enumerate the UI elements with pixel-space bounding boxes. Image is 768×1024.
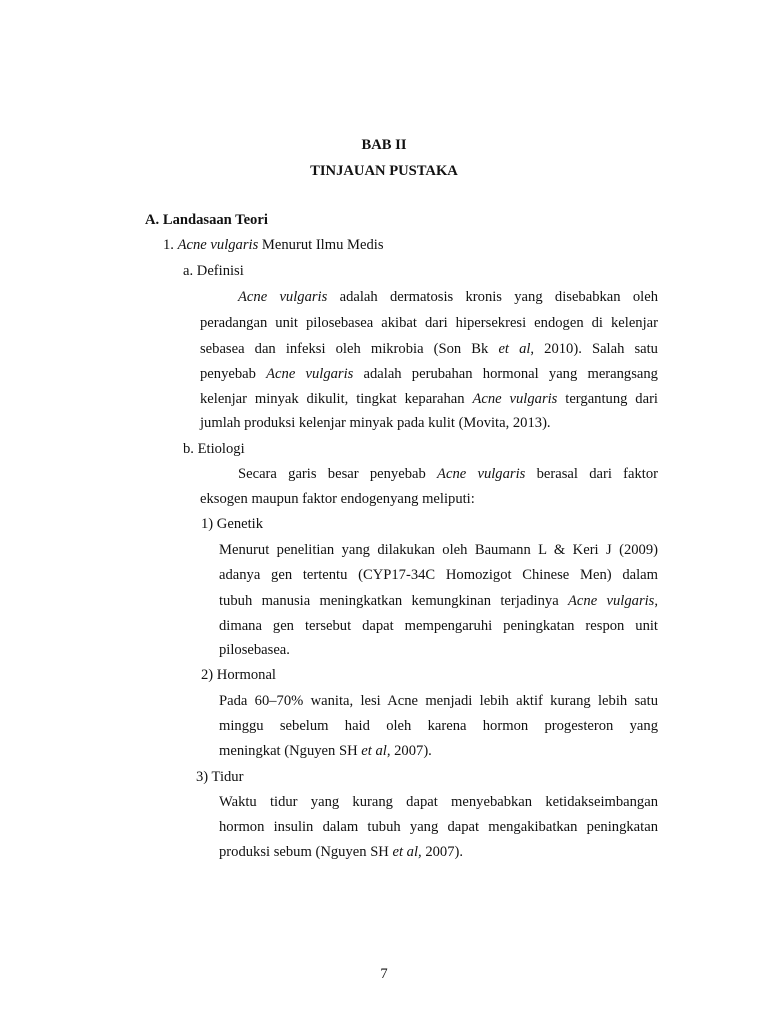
- genetik-label: 1) Genetik: [201, 516, 264, 532]
- hormonal-label: 2) Hormonal: [201, 667, 276, 683]
- genetik-line-3: [219, 592, 658, 610]
- text: produksi sebum (Nguyen SH: [219, 844, 393, 860]
- text: , 2010). Salah satu: [530, 341, 658, 357]
- hormonal-line-3: [219, 742, 432, 760]
- text: penyebab: [200, 366, 267, 382]
- italic-term: et al: [498, 341, 531, 357]
- chapter-title: TINJAUAN PUSTAKA: [310, 163, 458, 179]
- text: adalah dermatosis kronis yang disebabkan oleh: [327, 289, 658, 305]
- tidur-line-2: hormon insulin dalam tubuh yang dapat mengakibatkan peningkatan: [219, 819, 658, 835]
- text: meningkat (Nguyen SH: [219, 743, 362, 759]
- text: ,: [654, 593, 659, 609]
- genetik-line-1: Menurut penelitian yang dilakukan oleh Baumann L & Keri J (2009): [219, 542, 658, 558]
- text: tergantung dari: [557, 391, 658, 407]
- subsection-text: Menurut Ilmu Medis: [258, 237, 384, 253]
- text: tubuh manusia meningkatkan kemungkinan terjadinya: [219, 593, 569, 609]
- italic-term: Acne vulgaris: [437, 466, 526, 482]
- text: peradangan unit pilosebasea akibat dari hipersekresi endogen di kelenjar: [200, 315, 658, 331]
- tidur-line-1: Waktu tidur yang kurang dapat menyebabkan ketidakseimbangan: [219, 794, 658, 810]
- genetik-line-4: dimana gen tersebut dapat mempengaruhi peningkatan respon unit: [219, 618, 658, 634]
- definisi-line-6: [200, 414, 551, 432]
- etiologi-intro-line-1: [238, 465, 658, 483]
- text: kelenjar minyak dikulit, tingkat keparahan: [200, 391, 473, 407]
- italic-term: Acne vulgaris: [472, 391, 558, 407]
- definisi-line-5: [200, 390, 658, 408]
- definisi-line-4: [200, 365, 658, 383]
- definisi-line-1: [238, 288, 658, 306]
- italic-term: et al: [361, 743, 387, 759]
- definisi-line-2: [200, 314, 658, 332]
- tidur-line-3: [219, 843, 463, 861]
- italic-term: et al,: [392, 844, 422, 860]
- genetik-line-5: pilosebasea.: [219, 642, 290, 658]
- italic-term: Acne vulgaris: [568, 593, 655, 609]
- item-b-label: b. Etiologi: [183, 441, 245, 457]
- genetik-line-2: adanya gen tertentu (CYP17-34C Homozigot Chinese Men) dalam: [219, 567, 658, 583]
- italic-term: Acne vulgaris: [238, 289, 328, 305]
- etiologi-intro-line-2: eksogen maupun faktor endogenyang meliputi:: [200, 491, 475, 507]
- text: sebasea dan infeksi oleh mikrobia (Son Bk: [200, 341, 499, 357]
- tidur-label: 3) Tidur: [196, 769, 244, 785]
- text: 2007).: [421, 844, 464, 860]
- text: jumlah produksi kelenjar minyak pada kulit (Movita, 2013).: [200, 415, 551, 431]
- text: Secara garis besar penyebab: [238, 466, 438, 482]
- chapter-number: BAB II: [361, 137, 407, 153]
- subsection-heading-1: [163, 236, 384, 254]
- hormonal-line-1: Pada 60–70% wanita, lesi Acne menjadi lebih aktif kurang lebih satu: [219, 693, 658, 709]
- definisi-line-3: [200, 340, 658, 358]
- text: adalah perubahan hormonal yang merangsang: [353, 366, 658, 382]
- text: , 2007).: [386, 743, 432, 759]
- page-number: 7: [380, 966, 388, 982]
- subsection-number: 1.: [163, 237, 174, 253]
- hormonal-line-2: minggu sebelum haid oleh karena hormon progesteron yang: [219, 718, 658, 734]
- italic-term: Acne vulgaris: [266, 366, 354, 382]
- section-heading-a: A. Landasaan Teori: [145, 212, 268, 228]
- subsection-italic: Acne vulgaris: [177, 237, 259, 253]
- text: berasal dari faktor: [525, 466, 658, 482]
- item-a-label: a. Definisi: [183, 263, 244, 279]
